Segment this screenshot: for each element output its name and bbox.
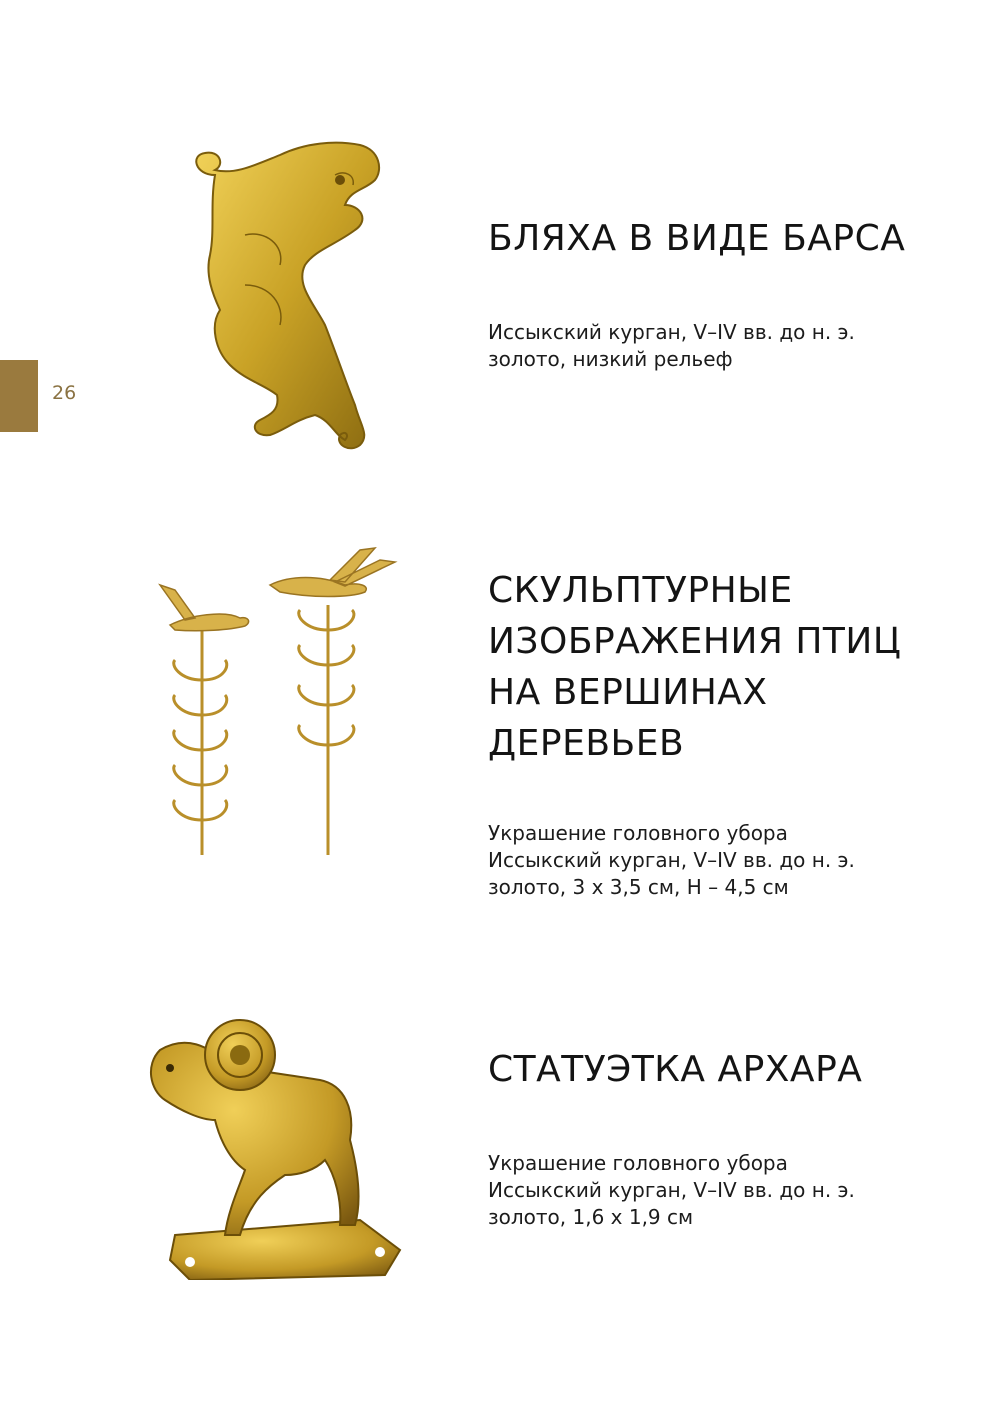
argali-statuette-icon xyxy=(130,1010,415,1280)
description-line: Иссыкский курган, V–IV вв. до н. э. xyxy=(488,1178,855,1202)
description-line: Украшение головного убора xyxy=(488,821,788,845)
item-title: СКУЛЬПТУРНЫЕ ИЗОБРАЖЕНИЯ ПТИЦ НА ВЕРШИНАХ ДЕРЕВЬЕВ xyxy=(488,570,902,764)
bird-tree-sculptures-icon xyxy=(130,530,420,860)
description-line: Украшение головного убора xyxy=(488,1151,788,1175)
page-number: 26 xyxy=(52,382,77,404)
leopard-plaque-icon xyxy=(185,135,390,460)
page-tab-marker xyxy=(0,360,38,432)
item-description xyxy=(488,319,855,373)
description-line: золото, низкий рельеф xyxy=(488,347,733,371)
item-description xyxy=(488,1150,855,1231)
item-title: БЛЯХА В ВИДЕ БАРСА xyxy=(488,218,906,259)
description-line: Иссыкский курган, V–IV вв. до н. э. xyxy=(488,848,855,872)
description-line: золото, 1,6 х 1,9 см xyxy=(488,1205,694,1229)
description-line: Иссыкский курган, V–IV вв. до н. э. xyxy=(488,320,855,344)
item-title: СТАТУЭТКА АРХАРА xyxy=(488,1049,863,1090)
item-description xyxy=(488,820,855,901)
description-line: золото, 3 х 3,5 см, Н – 4,5 см xyxy=(488,875,789,899)
